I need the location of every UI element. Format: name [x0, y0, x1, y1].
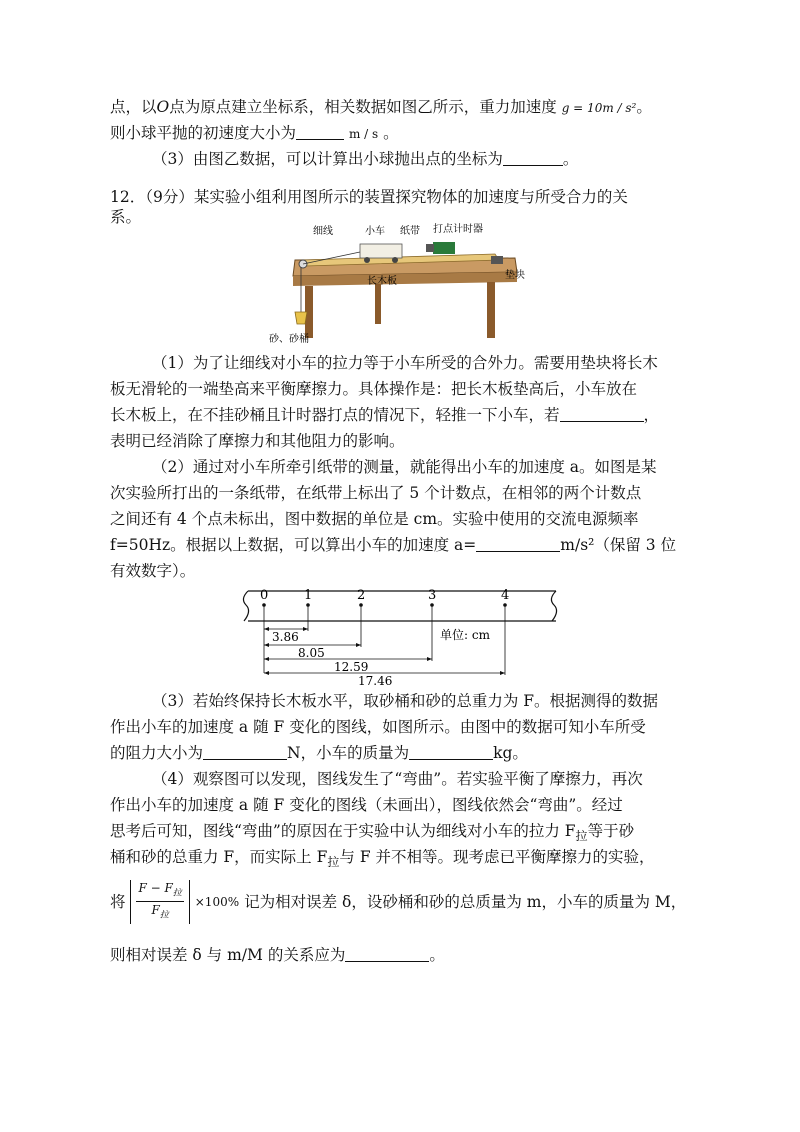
p4-line-1: （4）观察图可以发现，图线发生了“弯曲”。若实验平衡了摩擦力，再次 [152, 770, 643, 788]
dim-0-4 [264, 671, 505, 688]
svg-text:4: 4 [501, 588, 510, 603]
svg-text:1: 1 [304, 588, 313, 603]
point-2 [357, 588, 365, 607]
p4-line-3 [110, 820, 634, 847]
label-cart: 小车 [365, 226, 385, 237]
answer-blank[interactable] [476, 535, 560, 552]
text: 与 F 并不相等。现考虑已平衡摩擦力的实验， [339, 848, 655, 866]
answer-blank[interactable] [296, 123, 344, 140]
subscript: 拉 [575, 829, 588, 844]
table-leg [487, 282, 495, 338]
p3-line-2: 作出小车的加速度 a 随 F 变化的图线，如图所示。由图中的数据可知小车所受 [110, 718, 646, 736]
svg-text:8.05: 8.05 [298, 646, 325, 660]
label-timer: 打点计时器 [433, 224, 483, 235]
svg-text:3.86: 3.86 [272, 630, 299, 644]
tape-figure [236, 583, 566, 688]
tape-edge [248, 591, 556, 621]
relative-error-formula [130, 880, 189, 924]
timer-part [426, 244, 434, 252]
p1-line-2: 板无滑轮的一端垫高来平衡摩擦力。具体操作是：把长木板垫高后，小车放在 [110, 380, 638, 398]
text: 等于砂 [587, 822, 635, 840]
answer-blank[interactable] [203, 743, 287, 760]
text: 。 [636, 98, 652, 116]
subscript: 拉 [327, 855, 340, 870]
p4-line-2: 作出小车的加速度 a 随 F 变化的图线（未画出），图线依然会“弯曲”。经过 [110, 796, 623, 814]
text: 。 [429, 946, 445, 964]
answer-blank[interactable] [560, 405, 644, 422]
point-1 [304, 588, 312, 607]
label-board: 长木板 [367, 276, 397, 287]
svg-text:12.59: 12.59 [334, 660, 369, 674]
text: 。 [383, 124, 399, 142]
unit: m / s [348, 127, 379, 141]
intro-line-2 [110, 122, 399, 145]
label-thread: 细线 [313, 226, 333, 237]
text: 点，以 [110, 98, 157, 116]
wheel [364, 257, 370, 263]
label-block: 垫块 [505, 270, 525, 281]
block [491, 256, 503, 264]
dim-0-1 [264, 627, 308, 644]
apparatus-figure [255, 220, 535, 350]
answer-blank[interactable] [409, 743, 493, 760]
timer [433, 242, 455, 254]
p2-line-5: 有效数字）。 [110, 562, 196, 580]
label-bucket: 砂、砂桶 [269, 334, 309, 345]
p4-line-4 [110, 846, 655, 873]
table-leg [375, 284, 381, 324]
text: 将 [110, 892, 126, 911]
answer-blank[interactable] [345, 945, 429, 962]
tape-end [243, 591, 248, 621]
text: 桶和砂的总重力 F，而实际上 F [110, 848, 328, 866]
p2-line-4 [110, 534, 676, 556]
wheel [392, 257, 398, 263]
q12-title: 12．（9分）某实验小组利用图所示的装置探究物体的加速度与所受合力的关 [110, 188, 628, 206]
point-o: O [156, 98, 170, 116]
text: 。 [562, 150, 579, 168]
text: ， [643, 406, 660, 424]
p1-line-1: （1）为了让细线对小车的拉力等于小车所受的合外力。需要用垫块将长木 [152, 354, 658, 372]
point-0 [260, 588, 268, 607]
tape-end [551, 591, 556, 621]
dim-0-2 [264, 643, 361, 660]
percent: ×100% [194, 894, 240, 909]
p2-line-1: （2）通过对小车所牵引纸带的测量，就能得出小车的加速度 a。如图是某 [152, 458, 657, 476]
point-3 [428, 588, 436, 607]
gravity-value: g = 10m / s² [561, 101, 637, 115]
p4-line-last [110, 944, 445, 966]
text: 则相对误差 δ 与 m/M 的关系应为 [110, 946, 346, 964]
p3-line-1: （3）若始终保持长木板水平，取砂桶和砂的总重力为 F。根据测得的数据 [152, 692, 659, 710]
cart [360, 244, 402, 258]
formula-denominator: F [151, 903, 160, 918]
text: kg。 [493, 744, 528, 762]
unit-label: 单位: cm [440, 628, 490, 642]
text: 思考后可知，图线“弯曲”的原因在于实验中认为细线对小车的拉力 F [110, 822, 576, 840]
label-tape: 纸带 [400, 226, 420, 237]
intro-line-1 [110, 96, 652, 119]
svg-text:3: 3 [428, 588, 437, 603]
p2-line-2: 次实验所打出的一条纸带，在纸带上标出了 5 个计数点，在相邻的两个计数点 [110, 484, 642, 502]
svg-text:17.46: 17.46 [358, 674, 393, 688]
svg-text:0: 0 [260, 588, 269, 603]
answer-blank[interactable] [503, 149, 563, 166]
p1-line-3 [110, 404, 659, 426]
point-4 [501, 588, 509, 607]
text: 长木板上，在不挂砂桶且计时器打点的情况下，轻推一下小车，若 [110, 406, 560, 424]
formula-sub: 拉 [159, 910, 169, 921]
formula-numerator: F − F [138, 881, 173, 895]
p2-line-3: 之间还有 4 个点未标出，图中数据的单位是 cm。实验中使用的交流电源频率 [110, 510, 639, 528]
bucket [295, 312, 307, 324]
dim-0-3 [264, 657, 432, 674]
p4-formula-line [110, 880, 686, 924]
text: m/s²（保留 3 位 [560, 536, 677, 554]
text: 记为相对误差 δ，设砂桶和砂的总质量为 m，小车的质量为 M， [244, 892, 687, 911]
formula-sub: 拉 [172, 888, 182, 899]
text: f=50Hz。根据以上数据，可以算出小车的加速度 a= [110, 536, 477, 554]
text: （3）由图乙数据，可以计算出小球抛出点的坐标为 [152, 150, 503, 168]
p3-line-3 [110, 742, 528, 764]
text: 点为原点建立坐标系，相关数据如图乙所示，重力加速度 [169, 98, 557, 116]
text: 的阻力大小为 [110, 744, 204, 762]
intro-line-3 [152, 148, 578, 170]
svg-text:2: 2 [357, 588, 366, 603]
text: N，小车的质量为 [287, 744, 410, 762]
p1-line-4: 表明已经消除了摩擦力和其他阻力的影响。 [110, 432, 405, 450]
q12-title-cont: 系。 [110, 208, 142, 226]
text: 则小球平抛的初速度大小为 [110, 124, 297, 142]
